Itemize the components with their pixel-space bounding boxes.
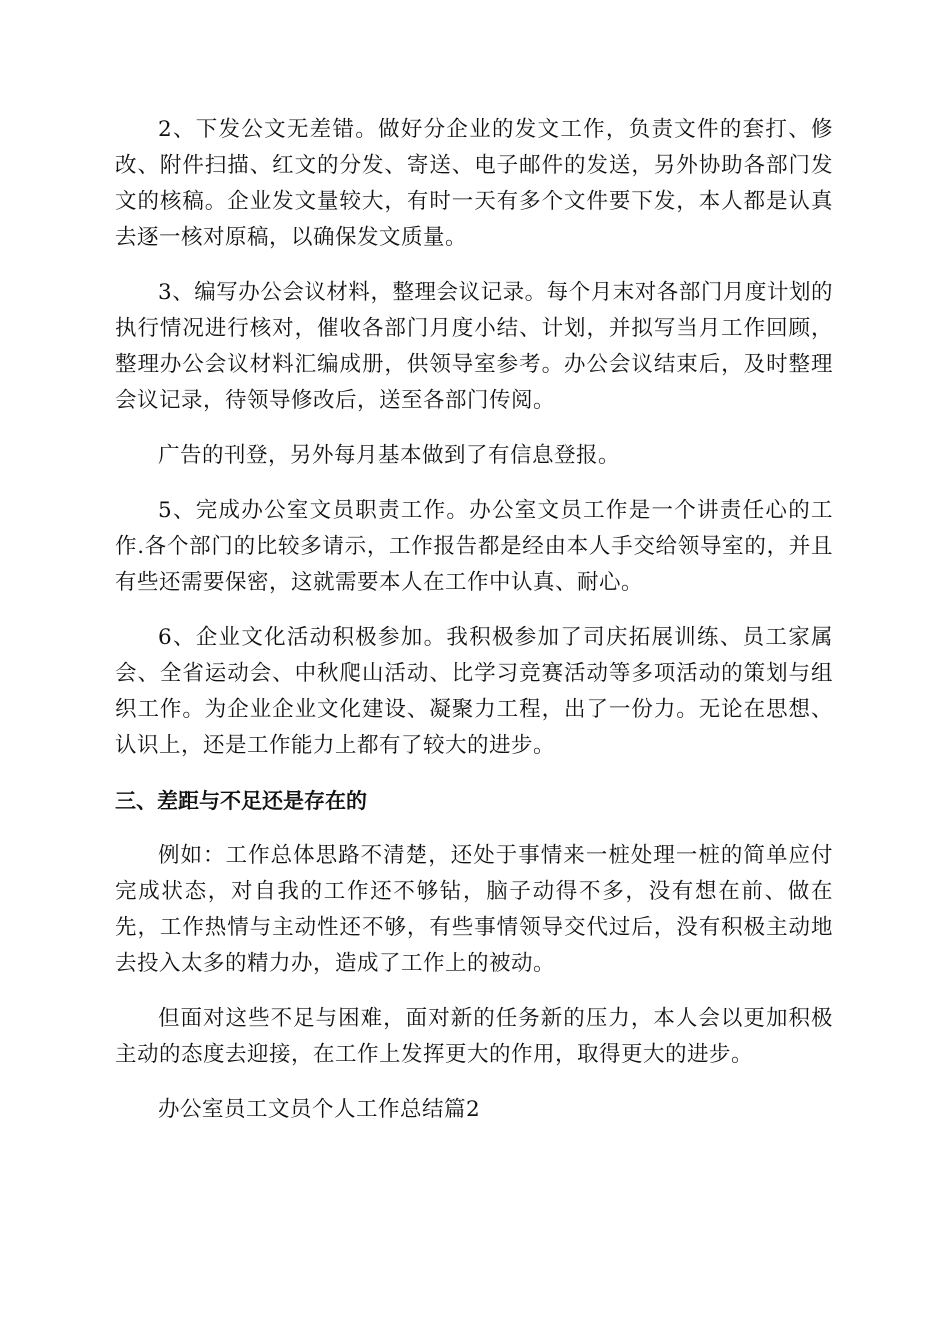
paragraph-item-5: 5、完成办公室文员职责工作。办公室文员工作是一个讲责任心的工作.各个部门的比较多请示，工作报告都是经由本人手交给领导室的，并且有些还需要保密，这就需要本人在工作中认真、耐心。: [115, 498, 833, 595]
paragraph-item-6: 6、企业文化活动积极参加。我积极参加了司庆拓展训练、员工家属会、全省运动会、中秋爬山活动、比学习竞赛活动等多项活动的策划与组织工作。为企业企业文化建设、凝聚力工程，出了一份力。无论在思想、认识上，还是工作能力上都有了较大的进步。: [115, 625, 833, 758]
paragraph-conclusion: 但面对这些不足与困难，面对新的任务新的压力，本人会以更加积极主动的态度去迎接，在工作上发挥更大的作用，取得更大的进步。: [115, 1006, 833, 1067]
paragraph-item-3: 3、编写办公会议材料，整理会议记录。每个月末对各部门月度计划的执行情况进行核对，催收各部门月度小结、计划，并拟写当月工作回顾，整理办公会议材料汇编成册，供领导室参考。办公会议结束后，及时整理会议记录，待领导修改后，送至各部门传阅。: [115, 280, 833, 413]
section-heading-3: 三、差距与不足还是存在的: [115, 789, 367, 813]
paragraph-advertising: 广告的刊登，另外每月基本做到了有信息登报。: [158, 443, 621, 468]
paragraph-item-2: 2、下发公文无差错。做好分企业的发文工作，负责文件的套打、修改、附件扫描、红文的分发、寄送、电子邮件的发送，另外协助各部门发文的核稿。企业发文量较大，有时一天有多个文件要下发，本人都是认真去逐一核对原稿，以确保发文质量。: [115, 117, 833, 250]
document-body: [115, 112, 833, 1147]
paragraph-example: 例如：工作总体思路不清楚，还处于事情来一桩处理一桩的简单应付完成状态，对自我的工作还不够钻，脑子动得不多，没有想在前、做在先，工作热情与主动性还不够，有些事情领导交代过后，没有积极主动地去投入太多的精力办，造成了工作上的被动。: [115, 843, 833, 976]
section-title-part-2: 办公室员工文员个人工作总结篇2: [158, 1097, 481, 1122]
